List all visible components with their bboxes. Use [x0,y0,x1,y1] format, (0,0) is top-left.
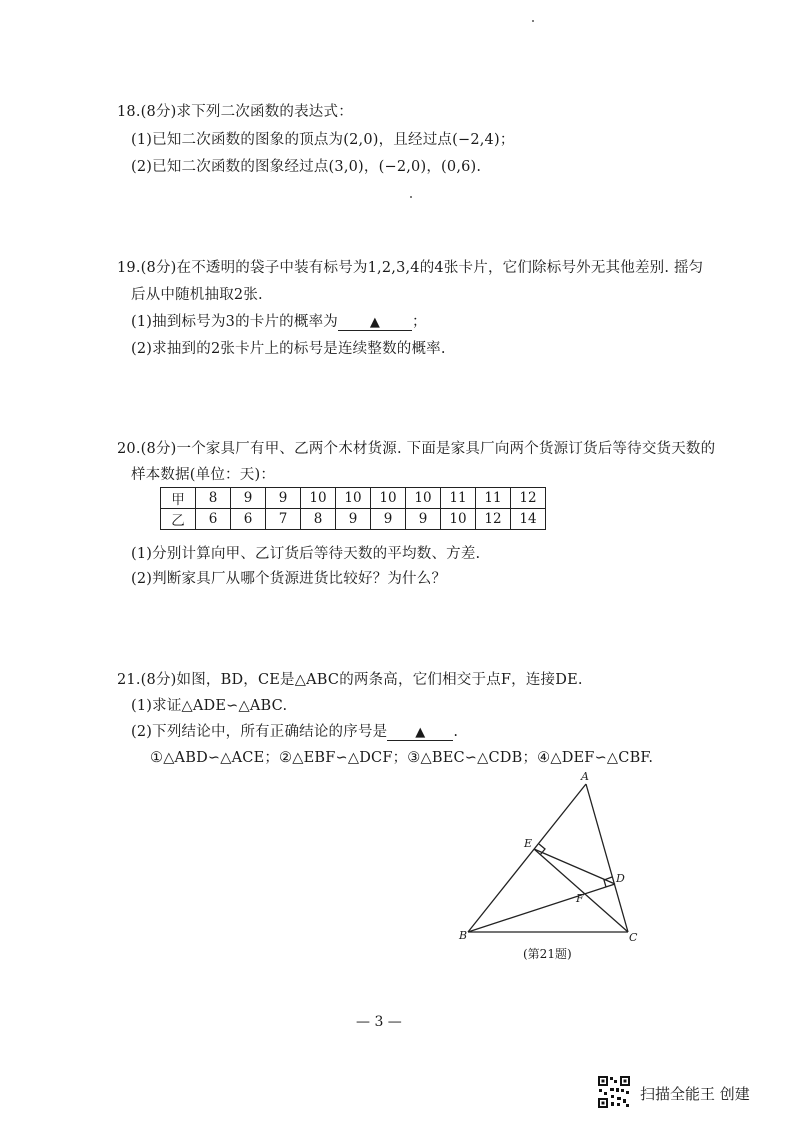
label-d: D [616,872,625,885]
triangle-figure [455,770,655,945]
waiting-days-table [160,487,546,530]
q21-head: 21.(8分)如图，BD，CE是△ABC的两条高，它们相交于点F，连接DE. [117,672,583,688]
segment-de [534,849,615,884]
altitude-bd [468,884,615,932]
answer-blank[interactable] [387,724,453,741]
row-label: 甲 [161,488,196,509]
table-cell: 14 [511,509,546,530]
table-cell: 10 [371,488,406,509]
table-cell: 10 [441,509,476,530]
table-cell: 9 [231,488,266,509]
table-row [161,509,546,530]
table-cell: 7 [266,509,301,530]
table-cell: 9 [406,509,441,530]
q19-part2: (2)求抽到的2张卡片上的标号是连续整数的概率. [131,341,446,357]
table-cell: 6 [196,509,231,530]
table-cell: 11 [441,488,476,509]
label-e: E [524,837,533,850]
triangle-marker-icon: ▲ [369,315,381,330]
label-a: A [581,770,589,783]
q18-part2: (2)已知二次函数的图象经过点(3,0)，(−2,0)，(0,6). [131,159,482,175]
q20-part1: (1)分别计算向甲、乙订货后等待天数的平均数、方差. [131,546,481,562]
table-cell: 8 [301,509,336,530]
q21-part2-text: (2)下列结论中，所有正确结论的序号是 [131,724,388,740]
answer-blank[interactable] [338,314,412,331]
altitude-ce [534,849,628,932]
table-cell: 11 [476,488,511,509]
q20-part2: (2)判断家具厂从哪个货源进货比较好？为什么？ [131,571,447,587]
label-b: B [459,929,468,942]
segment-ac [586,784,628,932]
figure-caption: (第21题) [523,947,572,961]
label-c: C [629,931,638,944]
q19-part1 [131,310,427,331]
q20-head-cont: 样本数据(单位：天)： [131,467,276,483]
qr-code-icon [597,1075,631,1109]
q18-part1: (1)已知二次函数的图象的顶点为(2,0)，且经过点(−2,4)； [131,132,515,148]
row-label: 乙 [161,509,196,530]
q19-head-cont: 后从中随机抽取2张. [131,287,263,303]
table-cell: 10 [301,488,336,509]
q21-part1: (1)求证△ADE∽△ABC. [131,698,288,714]
q20-head: 20.(8分)一个家具厂有甲、乙两个木材货源. 下面是家具厂向两个货源订货后等待交货天数的 [117,441,716,457]
table-cell: 9 [371,509,406,530]
table-cell: 12 [511,488,546,509]
table-row [161,488,546,509]
table-cell: 9 [336,509,371,530]
label-f: F [576,892,584,905]
scan-speck [410,196,412,198]
q21-options: ①△ABD∽△ACE；②△EBF∽△DCF；③△BEC∽△CDB；④△DEF∽△CBF. [150,750,654,766]
table-cell: 10 [336,488,371,509]
table-cell: 12 [476,509,511,530]
table-cell: 8 [196,488,231,509]
triangle-marker-icon: ▲ [415,725,426,740]
table-cell: 6 [231,509,266,530]
scan-speck [532,20,534,22]
segment-ab [468,784,586,932]
table-cell: 10 [406,488,441,509]
table-cell: 9 [266,488,301,509]
q21-part2-end: . [453,724,459,740]
q19-part1-end: ； [411,314,427,330]
scanner-brand: 扫描全能王 创建 [640,1085,750,1103]
page-number: — 3 — [356,1014,402,1030]
q19-head: 19.(8分)在不透明的袋子中装有标号为1,2,3,4的4张卡片，它们除标号外无其他差别. 摇匀 [117,260,704,276]
q21-part2 [131,720,458,741]
q19-part1-text: (1)抽到标号为3的卡片的概率为 [131,314,338,330]
q18-head: 18.(8分)求下列二次函数的表达式： [117,104,353,120]
